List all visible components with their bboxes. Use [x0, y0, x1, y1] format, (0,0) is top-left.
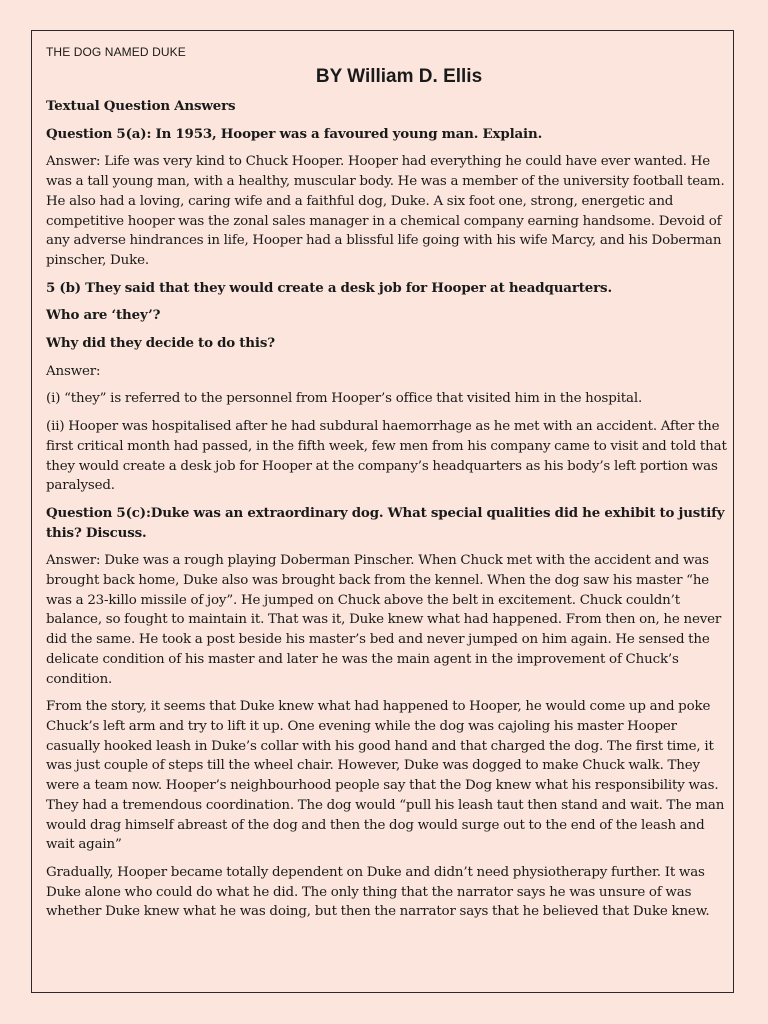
answer-5a: Answer: Life was very kind to Chuck Hooper. Hooper had everything he could have ever wanted. He was a tall young man, with a healthy, muscular body. He was a member of the university football team. He also had a loving, caring wife and a faithful dog, Duke. A six foot one, strong, energetic and competitive hooper was the zonal sales manager in a chemical company earning handsome. Devoid of any adverse hindrances in life, Hooper had a blissful life going with his wife Marcy, and his Doberman pinscher, Duke. [46, 154, 725, 268]
answer-5c-paragraph-1: Answer: Duke was a rough playing Doberman Pinscher. When Chuck met with the accident and was brought back home, Duke also was brought back from the kennel. When the dog saw his master “he was a 23-killo missile of joy”. He jumped on Chuck above the belt in excitement. Chuck couldn’t balance, so fought to maintain it. That was it, Duke knew what had happened. From then on, he never did the same. He took a post beside his master’s bed and never jumped on him again. He sensed the delicate condition of his master and later he was the main agent in the improvement of Chuck’s condition. [46, 553, 722, 687]
document-title: BY William D. Ellis [315, 66, 483, 87]
section-heading: Textual Question Answers [46, 98, 236, 114]
answer-5c-paragraph-2: From the story, it seems that Duke knew what had happened to Hooper, he would come up and poke Chuck’s left arm and try to lift it up. One evening while the dog was cajoling his master Hooper casually hooked leash in Duke’s collar with his good hand and that charged the dog. The first time, it was just couple of steps till the wheel chair. However, Duke was dogged to make Chuck walk. They were a team now. Hooper’s neighbourhood people say that the Dog knew what his responsibility was. They had a tremendous coordination. The dog would “pull his leash taut then stand and wait. The man would drag himself abreast of the dog and then the dog would surge out to the end of the leash and wait again” [46, 699, 725, 853]
answer-5b-label: Answer: [46, 363, 101, 379]
document-content [46, 40, 730, 930]
question-5b-part-ii: Why did they decide to do this? [46, 335, 275, 352]
answer-5b-part-i: (i) “they” is referred to the personnel from Hooper’s office that visited him in the hospital. [46, 391, 643, 407]
answer-5b-part-ii: (ii) Hooper was hospitalised after he had subdural haemorrhage as he met with an accident. After the first critical month had passed, in the fifth week, few men from his company came to visit and told that they would create a desk job for Hooper at the company’s headquarters as his body’s left portion was paralysed. [46, 419, 727, 494]
question-5c: Question 5(c):Duke was an extraordinary dog. What special qualities did he exhibit to justify this? Discuss. [46, 504, 725, 541]
document-label: THE DOG NAMED DUKE [46, 45, 186, 59]
question-5a: Question 5(a): In 1953, Hooper was a favoured young man. Explain. [46, 125, 543, 142]
question-5b-part-i: Who are ‘they’? [46, 307, 161, 324]
answer-5c-paragraph-3: Gradually, Hooper became totally dependent on Duke and didn’t need physiotherapy further. It was Duke alone who could do what he did. The only thing that the narrator says he was unsure of was whether Duke knew what he was doing, but then the narrator says that he believed that Duke knew. [46, 864, 710, 920]
question-5b: 5 (b) They said that they would create a desk job for Hooper at headquarters. [46, 279, 612, 296]
